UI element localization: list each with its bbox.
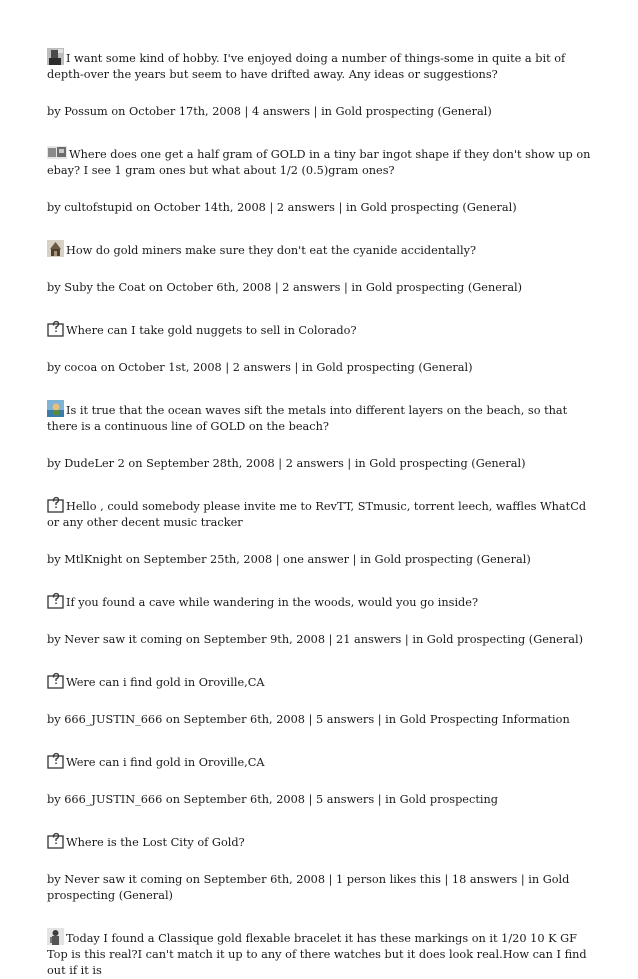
question-mark-box-icon [47,752,64,769]
question-text-row[interactable] [47,48,595,83]
photo-avatar-icon [47,400,64,417]
question-mark-box-icon [47,496,64,513]
question-text: Is it true that the ocean waves sift the metals into different layers on the beach, so that there is a continuous line of GOLD on the beach? [47,404,568,433]
question-meta: by Never saw it coming on September 6th, 2008 | 1 person likes this | 18 answers | in Gold prospecting (General) [47,873,570,902]
question-text: How do gold miners make sure they don't eat the cyanide accidentally? [66,244,477,257]
list-item [47,928,595,979]
photo-avatar-icon [47,928,64,945]
question-meta: by Possum on October 17th, 2008 | 4 answers | in Gold prospecting (General) [47,105,492,118]
question-meta: by 666_JUSTIN_666 on September 6th, 2008 | 5 answers | in Gold Prospecting Information [47,713,570,726]
question-text: Were can i find gold in Oroville,CA [66,676,265,689]
list-item [47,752,595,808]
list-item [47,400,595,472]
question-meta: by MtlKnight on September 25th, 2008 | one answer | in Gold prospecting (General) [47,553,531,566]
question-mark-box-icon [47,320,64,337]
list-item [47,592,595,648]
question-meta: by cocoa on October 1st, 2008 | 2 answers | in Gold prospecting (General) [47,361,473,374]
list-item [47,48,595,120]
question-text: Where is the Lost City of Gold? [66,836,245,849]
question-text: If you found a cave while wandering in the woods, would you go inside? [66,596,479,609]
question-mark-box-icon [47,832,64,849]
list-item [47,320,595,376]
question-text-row[interactable] [47,928,595,979]
question-mark-box-icon [47,672,64,689]
question-meta: by Suby the Coat on October 6th, 2008 | 2 answers | in Gold prospecting (General) [47,281,523,294]
list-item [47,672,595,728]
list-item [47,496,595,568]
question-text: Today I found a Classique gold flexable bracelet it has these markings on it 1/20 10 K GF Top is this real?I can't match it up to any of there watches but it does look real.How can I find out if it is [47,932,587,977]
photo-avatar-icon [47,240,64,257]
question-text-row[interactable] [47,752,595,771]
question-text-row[interactable] [47,144,595,179]
question-text-row[interactable] [47,496,595,531]
question-text-row[interactable] [47,320,595,339]
question-meta: by 666_JUSTIN_666 on September 6th, 2008 | 5 answers | in Gold prospecting [47,793,498,806]
list-item [47,144,595,216]
question-list [47,48,595,979]
question-text-row[interactable] [47,832,595,851]
photo-avatar-icon [47,144,67,161]
list-item [47,240,595,296]
question-text-row[interactable] [47,592,595,611]
photo-avatar-icon [47,48,64,65]
question-text: I want some kind of hobby. I've enjoyed doing a number of things-some in quite a bit of depth-over the years but seem to have drifted away. Any ideas or suggestions? [47,52,566,81]
question-meta: by DudeLer 2 on September 28th, 2008 | 2 answers | in Gold prospecting (General) [47,457,526,470]
question-text-row[interactable] [47,400,595,435]
list-item [47,832,595,904]
question-text-row[interactable] [47,672,595,691]
question-meta: by Never saw it coming on September 9th, 2008 | 21 answers | in Gold prospecting (General) [47,633,584,646]
question-text: Where can I take gold nuggets to sell in Colorado? [66,324,357,337]
question-text: Where does one get a half gram of GOLD in a tiny bar ingot shape if they don't show up on ebay? I see 1 gram ones but what about 1/2 (0.5)gram ones? [47,148,591,177]
question-meta: by cultofstupid on October 14th, 2008 | 2 answers | in Gold prospecting (General) [47,201,517,214]
question-text: Hello , could somebody please invite me to RevTT, STmusic, torrent leech, waffles WhatCd or any other decent music tracker [47,500,587,529]
question-text: Were can i find gold in Oroville,CA [66,756,265,769]
question-text-row[interactable] [47,240,595,259]
question-mark-box-icon [47,592,64,609]
